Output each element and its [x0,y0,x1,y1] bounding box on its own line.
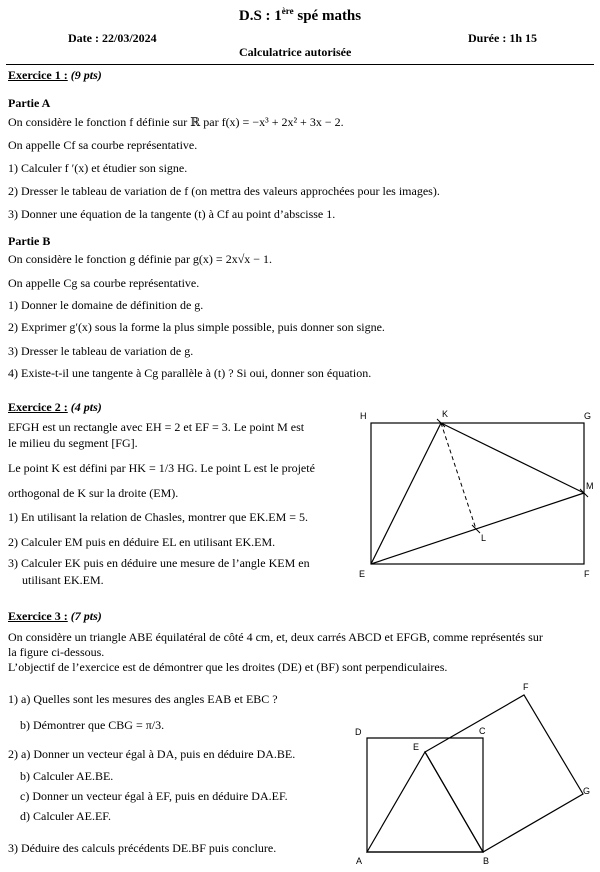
ex2-heading: Exercice 2 : (4 pts) [8,400,102,414]
date-label: Date : 22/03/2024 [68,31,157,45]
label-d3: D [355,727,362,737]
ex1-partA-line-2: On appelle Cf sa courbe représentative. [8,138,198,152]
ex1-partA-line-4: 2) Dresser le tableau de variation de f (on mettra des valeurs approchées pour les images). [8,184,440,198]
ex2-line-2: le milieu du segment [FG]. [8,436,138,450]
label-g: G [584,411,592,421]
ex1-partA-line-5: 3) Donner une équation de la tangente (t) à Cf au point d’abscisse 1. [8,207,336,221]
ex3-squares-figure [350,677,600,872]
ex1-partA-title: Partie A [8,96,51,110]
label-f: F [584,569,590,579]
point-l-tick [472,525,480,533]
label-m: M [586,481,594,491]
ex2-line-4: orthogonal de K sur la droite (EM). [8,486,179,500]
label-l: L [481,533,487,543]
ex2-line-8: utilisant EK.EM. [22,573,104,587]
page-title: D.S : 1ère spé maths [238,6,362,24]
ex2-line-5: 1) En utilisant la relation de Chasles, montrer que EK.EM = 5. [8,510,309,524]
label-b3: B [483,856,490,866]
ex1-heading: Exercice 1 : (9 pts) [8,68,102,82]
label-k: K [442,409,449,419]
ex3-intro-1: On considère un triangle ABE équilatéral de côté 4 cm, et, deux carrés ABCD et EFGB, comme représentés sur [8,630,543,644]
ex3-intro-2: la figure ci-dessous. [8,645,105,659]
segment-kl [441,423,476,529]
ex2-line-1: EFGH est un rectangle avec EH = 2 et EF = 3. Le point M est [8,420,305,434]
ex3-q2d: d) Calculer AE.EF. [20,809,112,823]
ex1-partB-line-2: On appelle Cg sa courbe représentative. [8,276,200,290]
ex3-q2c: c) Donner un vecteur égal à EF, puis en déduire DA.EF. [20,789,288,803]
ex2-line-7: 3) Calculer EK puis en déduire une mesure de l’angle KEM en [8,556,310,570]
ex1-partA-line-1: On considère le fonction f définie sur ℝ par f(x) = −x³ + 2x² + 3x − 2. [8,115,344,129]
square-abcd [367,738,483,852]
ex3-q2b: b) Calculer AE.BE. [20,769,114,783]
label-e3: E [413,742,420,752]
square-efgb [425,695,583,852]
header-divider [6,64,594,65]
label-c3: C [479,726,486,736]
ex1-partA-line-3: 1) Calculer f ′(x) et étudier son signe. [8,161,188,175]
rectangle-efgh [371,423,584,564]
ex1-partB-title: Partie B [8,234,51,248]
triangle-abe [367,752,483,852]
ex3-q1b: b) Démontrer que CBG = π/3. [20,718,165,732]
segment-em [371,493,584,564]
duration-label: Durée : 1h 15 [468,31,537,45]
ex1-partB-line-3: 1) Donner le domaine de définition de g. [8,298,204,312]
ex3-q1a: 1) a) Quelles sont les mesures des angles EAB et EBC ? [8,692,278,706]
ex1-partB-line-4: 2) Exprimer g′(x) sous la forme la plus simple possible, puis donner son signe. [8,320,385,334]
label-a3: A [356,856,363,866]
ex2-line-6: 2) Calculer EM puis en déduire EL en utilisant EK.EM. [8,535,276,549]
ex1-partB-line-5: 3) Dresser le tableau de variation de g. [8,344,194,358]
segment-km [441,423,584,493]
label-e: E [359,569,366,579]
ex2-rectangle-figure [340,405,600,585]
ex3-q3: 3) Déduire des calculs précédents DE.BF puis conclure. [8,841,277,855]
ex1-partB-line-1: On considère le fonction g définie par g(x) = 2x√x − 1. [8,252,273,266]
calculator-note: Calculatrice autorisée [239,45,352,59]
label-f3: F [523,682,529,692]
ex2-line-3: Le point K est défini par HK = 1/3 HG. Le point L est le projeté [8,461,315,475]
ex1-partB-line-6: 4) Existe-t-il une tangente à Cg parallèle à (t) ? Si oui, donner son équation. [8,366,372,380]
ex3-intro-3: L’objectif de l’exercice est de démontrer que les droites (DE) et (BF) sont perpendiculaires. [8,660,448,674]
ex3-heading: Exercice 3 : (7 pts) [8,609,102,623]
ex3-q2a: 2) a) Donner un vecteur égal à DA, puis en déduire DA.BE. [8,747,296,761]
segment-ek [371,423,441,564]
label-g3: G [583,786,591,796]
label-h: H [360,411,367,421]
